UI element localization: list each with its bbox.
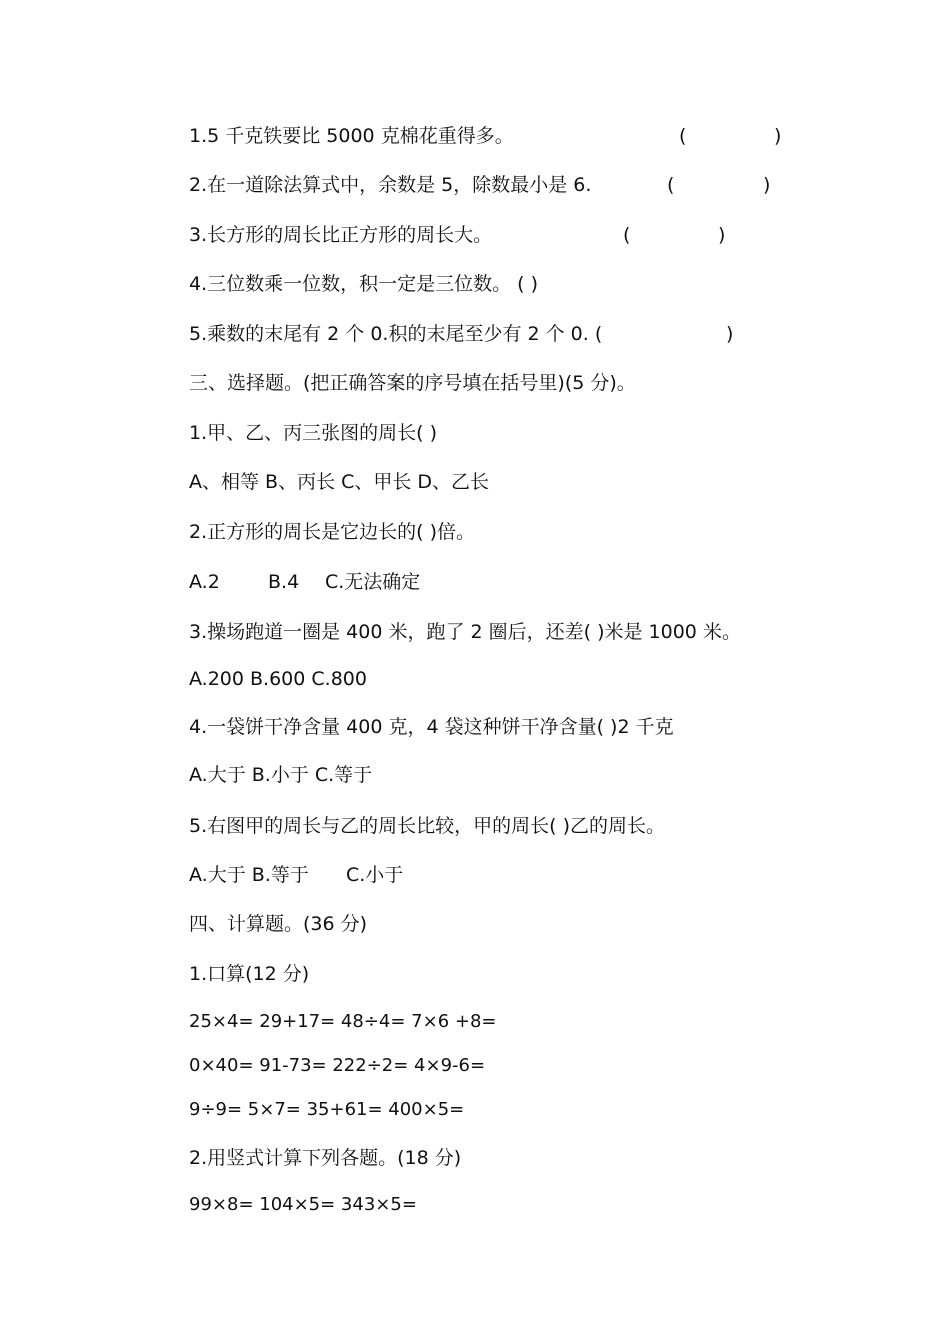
section4-title: 四、计算题。(36 分)	[189, 913, 368, 935]
judge-item-3: 3.长方形的周长比正方形的周长大。	[189, 224, 493, 246]
vertical-calc-title: 2.用竖式计算下列各题。(18 分)	[189, 1147, 462, 1169]
choice-q2-option-b: B.4	[268, 571, 300, 593]
choice-q1: 1.甲、乙、丙三张图的周长( )	[189, 422, 437, 444]
oral-calc-row-3: 9÷9= 5×7= 35+61= 400×5=	[189, 1099, 465, 1120]
choice-q5: 5.右图甲的周长与乙的周长比较，甲的周长( )乙的周长。	[189, 815, 665, 837]
answer-paren-close-2: )	[763, 174, 771, 196]
judge-item-4: 4.三位数乘一位数，积一定是三位数。 ( )	[189, 273, 539, 295]
choice-q1-options: A、相等 B、丙长 C、甲长 D、乙长	[189, 471, 490, 493]
answer-paren-close-3: )	[718, 224, 726, 246]
oral-calc-row-2: 0×40= 91-73= 222÷2= 4×9-6=	[189, 1055, 486, 1076]
choice-q2: 2.正方形的周长是它边长的( )倍。	[189, 521, 475, 543]
answer-paren-close-5: )	[726, 323, 734, 345]
choice-q4-options: A.大于 B.小于 C.等于	[189, 764, 373, 786]
answer-paren-open-2: (	[667, 174, 675, 196]
answer-paren-close-1: )	[774, 125, 782, 147]
oral-calc-row-1: 25×4= 29+17= 48÷4= 7×6 +8=	[189, 1011, 497, 1032]
choice-q2-option-a: A.2	[189, 571, 220, 593]
choice-q3-options: A.200 B.600 C.800	[189, 668, 367, 690]
oral-calc-title: 1.口算(12 分)	[189, 963, 310, 985]
choice-q4: 4.一袋饼干净含量 400 克，4 袋这种饼干净含量( )2 千克	[189, 716, 674, 738]
choice-q2-option-c: C.无法确定	[325, 571, 421, 593]
section3-title: 三、选择题。(把正确答案的序号填在括号里)(5 分)。	[189, 372, 636, 394]
answer-paren-open-1: (	[679, 125, 687, 147]
answer-paren-open-3: (	[623, 224, 631, 246]
vertical-calc-row: 99×8= 104×5= 343×5=	[189, 1194, 417, 1215]
choice-q3: 3.操场跑道一圈是 400 米，跑了 2 圈后，还差( )米是 1000 米。	[189, 621, 741, 643]
judge-item-1: 1.5 千克铁要比 5000 克棉花重得多。	[189, 125, 514, 147]
judge-item-2: 2.在一道除法算式中，余数是 5，除数最小是 6.	[189, 174, 592, 196]
judge-item-5: 5.乘数的末尾有 2 个 0.积的末尾至少有 2 个 0. (	[189, 323, 603, 345]
choice-q5-option-c: C.小于	[346, 864, 404, 886]
choice-q5-options-ab: A.大于 B.等于	[189, 864, 309, 886]
